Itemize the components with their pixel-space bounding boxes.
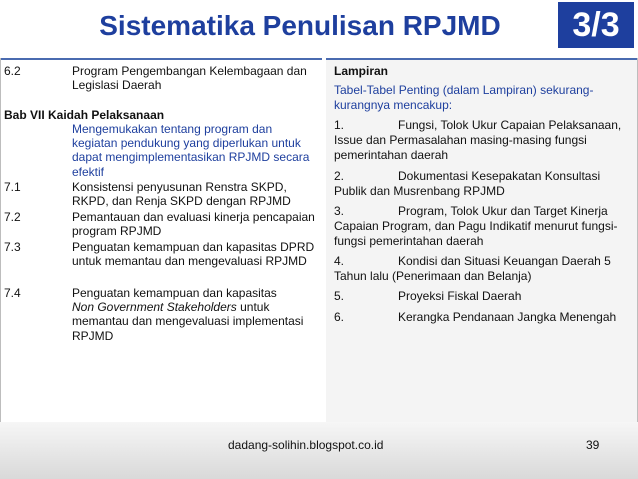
list-item-7-2 — [4, 210, 320, 238]
item-text-italic: Non Government Stakeholders — [72, 300, 237, 315]
item-number: 2. — [334, 169, 345, 183]
list-item-7-3 — [4, 240, 320, 268]
item-text: Dokumentasi Kesepakatan Konsultasi Publik dan Musrenbang RPJMD — [334, 169, 601, 198]
attachment-item-6 — [334, 310, 630, 325]
item-text: Penguatan kemampuan dan kapasitas DPRD untuk memantau dan mengevaluasi RPJMD — [72, 240, 315, 269]
attachment-item-3 — [334, 204, 630, 249]
item-text: Konsistensi penyusunan Renstra SKPD, RKPD, dan Renja SKPD dengan RPJMD — [72, 180, 291, 209]
frame-left-border — [0, 58, 1, 422]
item-text: Pemantauan dan evaluasi kinerja pencapaian program RPJMD — [72, 210, 315, 239]
item-text: Program, Tolok Ukur dan Target Kinerja Capaian Program, dan Pagu Indikatif menurut fungsi-fungsi pemerintahan daerah — [334, 204, 618, 248]
item-number: 6. — [334, 310, 345, 324]
section-heading: Bab VII Kaidah Pelaksanaan — [4, 108, 165, 122]
item-number: 7.1 — [4, 180, 21, 194]
list-item-7-4 — [4, 286, 320, 343]
item-text: Proyeksi Fiskal Daerah — [398, 289, 522, 303]
page-badge: 3/3 — [558, 2, 634, 48]
item-text: Fungsi, Tolok Ukur Capaian Pelaksanaan, Issue dan Permasalahan masing-masing fungsi pemerintahan daerah — [334, 118, 622, 162]
item-number: 4. — [334, 254, 345, 268]
item-number: 7.2 — [4, 210, 21, 224]
attachment-heading: Lampiran — [334, 64, 389, 78]
attachment-intro: Tabel-Tabel Penting (dalam Lampiran) sekurang-kurangnya mencakup: — [334, 83, 594, 112]
item-text-b: untuk memantau dan mengevaluasi implementasi RPJMD — [72, 300, 304, 343]
item-text: Program Pengembangan Kelembagaan dan Legislasi Daerah — [72, 64, 307, 93]
item-number: 6.2 — [4, 64, 21, 78]
item-number: 7.4 — [4, 286, 21, 300]
item-text: Kondisi dan Situasi Keuangan Daerah 5 Tahun lalu (Penerimaan dan Belanja) — [334, 254, 611, 283]
item-number: 7.3 — [4, 240, 21, 254]
attachment-item-5 — [334, 289, 630, 304]
attachment-item-1 — [334, 118, 630, 163]
item-text: Kerangka Pendanaan Jangka Menengah — [398, 310, 617, 324]
page-number: 39 — [586, 438, 600, 452]
section-description: Mengemukakan tentang program dan kegiatan pendukung yang diperlukan untuk dapat mengimplementasikan RPJMD secara efektif — [72, 122, 310, 179]
list-item-7-1 — [4, 180, 320, 208]
footer-url: dadang-solihin.blogspot.co.id — [228, 438, 384, 452]
attachment-item-2 — [334, 169, 630, 199]
item-number: 5. — [334, 289, 345, 303]
item-number: 3. — [334, 204, 345, 218]
slide-title: Sistematika Penulisan RPJMD — [99, 10, 501, 41]
item-text-a: Penguatan kemampuan dan kapasitas — [72, 286, 277, 300]
item-number: 1. — [334, 118, 345, 132]
attachment-item-4 — [334, 254, 630, 284]
item-text — [72, 286, 320, 343]
list-item-6-2 — [4, 64, 320, 92]
